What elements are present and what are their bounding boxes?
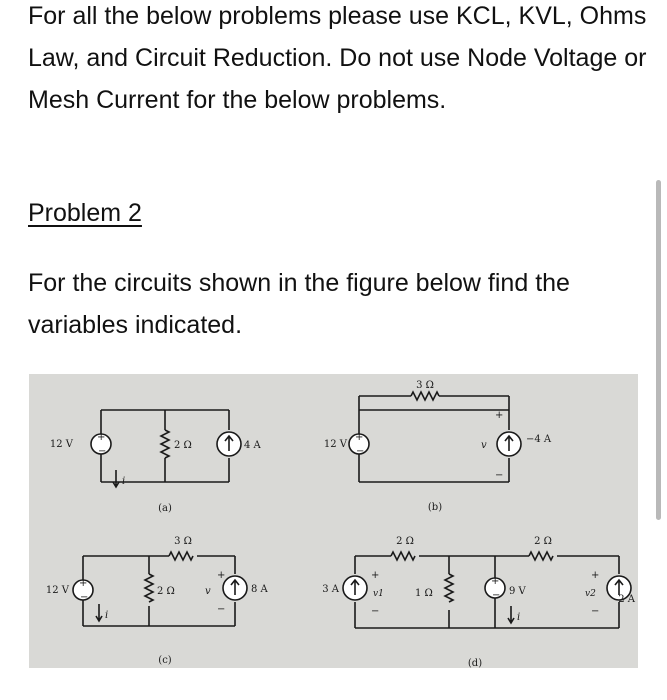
label-c-minus: − [80, 592, 89, 603]
problem-heading: Problem 2 [28, 199, 142, 227]
label-d-plus-v2: + [591, 570, 600, 581]
label-c-resistor-top: 3 Ω [174, 536, 192, 547]
label-b-resistor: 3 Ω [416, 380, 434, 391]
circuit-a [91, 410, 241, 487]
label-d-voltage-var-1: v1 [373, 589, 384, 599]
caption-c: (c) [158, 655, 172, 666]
label-d-minus-v1: − [371, 606, 380, 617]
instructions-paragraph: For all the below problems please use KCL, KVL, Ohms Law, and Circuit Reduction. Do not use Node Voltage or Mesh Current for the below problems. [28, 2, 647, 114]
label-d-plus-v1: + [371, 570, 380, 581]
label-b-minus: − [356, 446, 365, 457]
resistor-d-top-right [529, 552, 553, 560]
label-c-source: 12 V [45, 585, 69, 596]
resistor-d-top-left [391, 552, 415, 560]
label-b-plus-v: + [495, 410, 504, 421]
label-c-resistor-shunt: 2 Ω [157, 586, 175, 597]
label-b-voltage-var: v [481, 440, 487, 451]
label-d-voltage-var-2: v2 [585, 589, 596, 599]
label-d-resistor-top-left: 2 Ω [396, 536, 414, 547]
label-b-current-source: −4 A [526, 434, 552, 445]
label-a-source: 12 V [49, 439, 73, 450]
label-b-plus: + [355, 432, 364, 443]
label-c-minus-v: − [217, 604, 226, 615]
circuit-figure-photo [29, 374, 638, 668]
caption-a: (a) [158, 503, 172, 514]
label-d-minus-vs: − [492, 590, 501, 601]
label-c-current-source: 8 A [251, 584, 268, 595]
label-d-resistor-top-right: 2 Ω [534, 536, 552, 547]
label-a-plus: + [97, 432, 106, 443]
label-c-plus-v: + [217, 570, 226, 581]
label-d-current-var: i [517, 612, 521, 623]
caption-d: (d) [467, 658, 483, 668]
resistor-c-top [169, 552, 193, 560]
label-a-current-source: 4 A [244, 440, 261, 451]
label-d-voltage-source: 9 V [509, 586, 526, 597]
label-a-current-var: i [122, 476, 126, 487]
resistor-d-shunt [445, 574, 453, 602]
resistor-a [161, 430, 169, 458]
label-a-resistor: 2 Ω [174, 440, 192, 451]
resistor-c-shunt [145, 574, 153, 602]
label-d-current-right: 2 A [618, 594, 635, 605]
label-c-voltage-var: v [205, 586, 211, 597]
label-b-source: 12 V [323, 439, 347, 450]
label-d-minus-v2: − [591, 606, 600, 617]
caption-b: (b) [427, 502, 443, 513]
label-c-current-var: i [105, 610, 109, 621]
label-d-resistor-shunt: 1 Ω [415, 588, 433, 599]
scrollbar[interactable] [656, 180, 661, 520]
resistor-b [411, 392, 439, 400]
circuit-b [349, 392, 521, 482]
label-d-current-left: 3 A [322, 584, 339, 595]
problem-text: For the circuits shown in the figure below find the variables indicated. [28, 269, 570, 339]
label-a-minus: − [98, 446, 107, 457]
label-c-plus: + [79, 578, 88, 589]
label-b-minus-v: − [495, 470, 504, 481]
label-d-plus-vs: + [491, 576, 500, 587]
